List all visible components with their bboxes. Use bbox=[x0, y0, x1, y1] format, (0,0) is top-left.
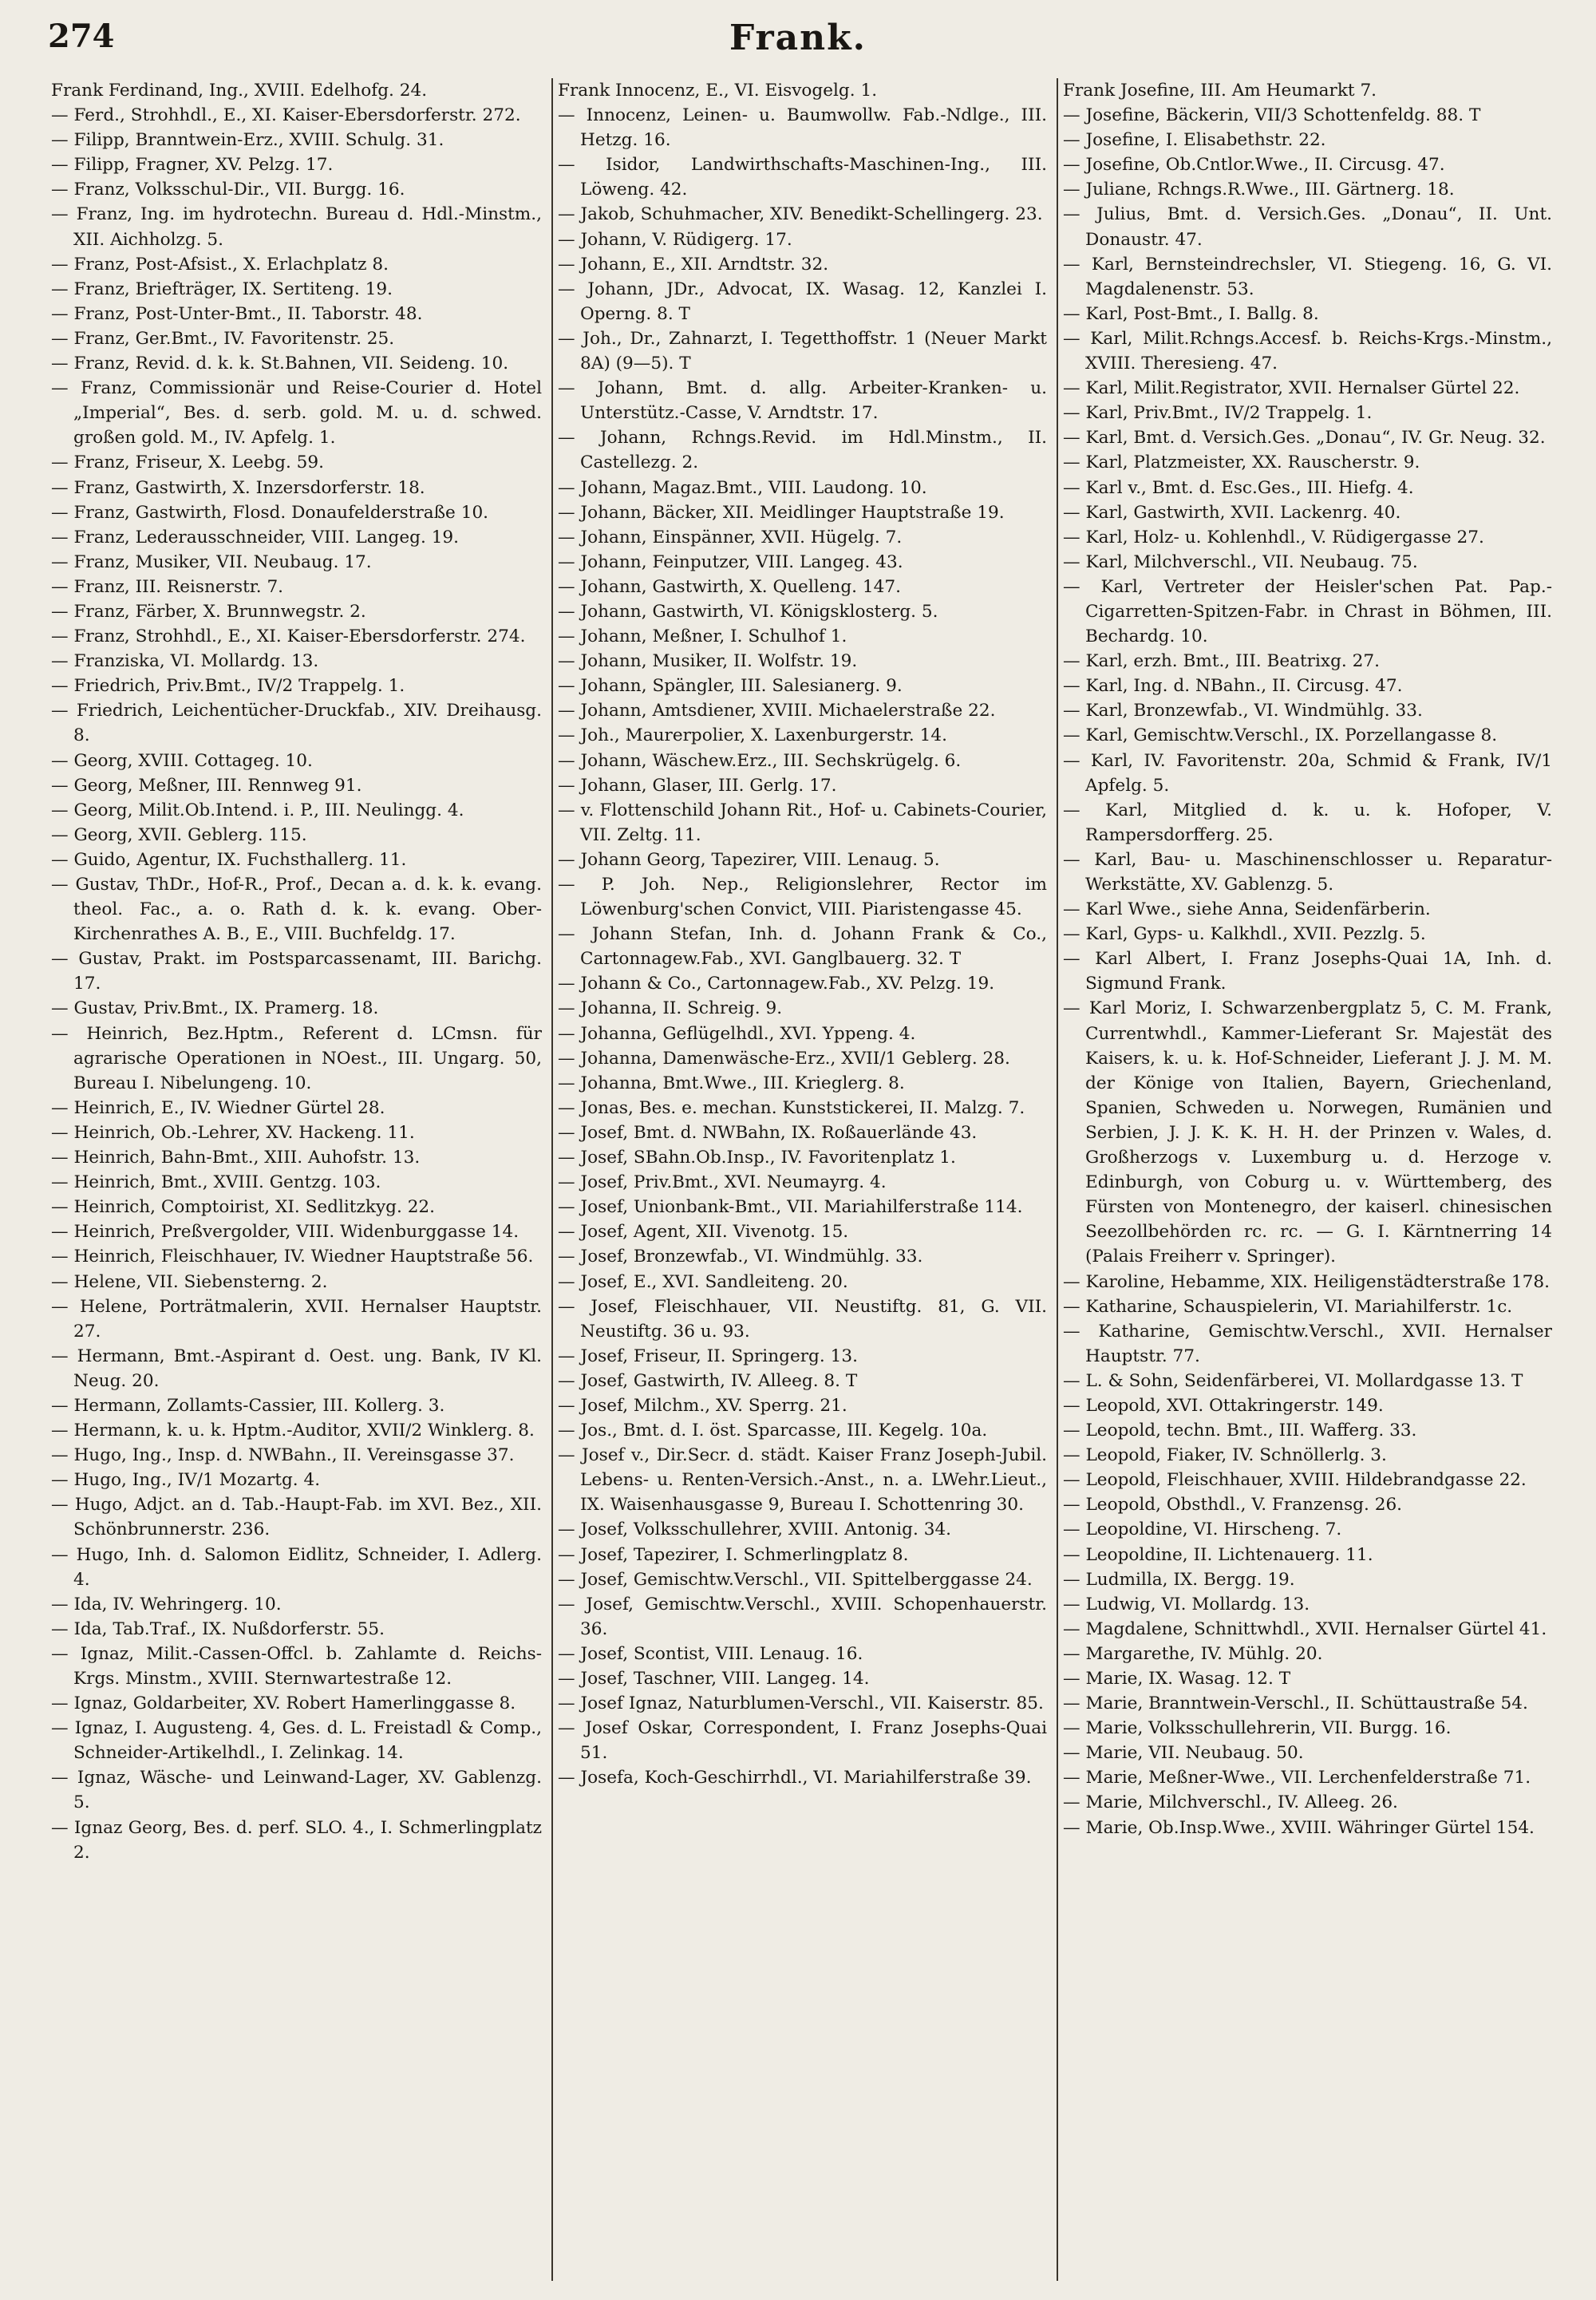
directory-entry: Frank Josefine, III. Am Heumarkt 7. bbox=[1063, 81, 1377, 101]
directory-entry: — Karl, Holz- u. Kohlenhdl., V. Rüdigergasse 27. bbox=[1063, 527, 1484, 547]
directory-entry: — Josef, Fleischhauer, VII. Neustiftg. 81, G. VII. Neustiftg. 36 u. 93. bbox=[558, 1296, 1047, 1342]
directory-entry: — Josef, Bronzewfab., VI. Windmühlg. 33. bbox=[558, 1247, 923, 1267]
directory-entry: — Ludwig, VI. Mollardg. 13. bbox=[1063, 1594, 1310, 1614]
directory-entry: — Georg, XVII. Geblerg. 115. bbox=[51, 824, 307, 845]
directory-entry: — Ludmilla, IX. Bergg. 19. bbox=[1063, 1569, 1295, 1590]
directory-entry: — Johann, Meßner, I. Schulhof 1. bbox=[558, 626, 847, 647]
directory-entry: — Karl, erzh. Bmt., III. Beatrixg. 27. bbox=[1063, 651, 1380, 672]
directory-entry: — Marie, Milchverschl., IV. Alleeg. 26. bbox=[1063, 1792, 1398, 1813]
directory-entry: — Josef, Bmt. d. NWBahn, IX. Roßauerlände 43. bbox=[558, 1122, 978, 1143]
directory-entry: — Joh., Dr., Zahnarzt, I. Tegetthoffstr. 1 (Neuer Markt 8A) (9—5). T bbox=[558, 328, 1047, 374]
directory-entry: — Franz, Ger.Bmt., IV. Favoritenstr. 25. bbox=[51, 328, 395, 349]
directory-entry: — Ignaz, I. Augusteng. 4, Ges. d. L. Freistadl & Comp., Schneider-Artikelhdl., I. Zelinkag. 14. bbox=[51, 1718, 542, 1764]
directory-entry: — Heinrich, Bez.Hptm., Referent d. LCmsn. für agrarische Operationen in NOest., III. Ungarg. 50, Bureau I. Nibelungeng. 10. bbox=[51, 1023, 542, 1093]
directory-entry: — Heinrich, E., IV. Wiedner Gürtel 28. bbox=[51, 1097, 385, 1118]
directory-entry: — Josef, E., XVI. Sandleiteng. 20. bbox=[558, 1271, 848, 1292]
directory-entry: — Karl Albert, I. Franz Josephs-Quai 1A, Inh. d. Sigmund Frank. bbox=[1063, 949, 1552, 994]
directory-entry: — Jos., Bmt. d. I. öst. Sparcasse, III. Kegelg. 10a. bbox=[558, 1421, 988, 1441]
directory-entry: — Helene, Porträtmalerin, XVII. Hernalser Hauptstr. 27. bbox=[51, 1296, 542, 1342]
directory-entry: — Georg, Milit.Ob.Intend. i. P., III. Neulingg. 4. bbox=[51, 800, 464, 820]
directory-entry: — Marie, IX. Wasag. 12. T bbox=[1063, 1669, 1291, 1689]
directory-entry: — Filipp, Branntwein-Erz., XVIII. Schulg. 31. bbox=[51, 130, 444, 151]
directory-entry: — Ignaz, Milit.-Cassen-Offcl. b. Zahlamte d. Reichs-Krgs. Minstm., XVIII. Sternwartestraße 12. bbox=[51, 1643, 542, 1689]
directory-entry: — Johann, Spängler, III. Salesianerg. 9. bbox=[558, 676, 903, 697]
directory-entry: — Karl, Bronzewfab., VI. Windmühlg. 33. bbox=[1063, 701, 1423, 721]
directory-entry: — Karl, Gastwirth, XVII. Lackenrg. 40. bbox=[1063, 502, 1401, 523]
directory-entry: — Guido, Agentur, IX. Fuchsthallerg. 11. bbox=[51, 849, 407, 870]
directory-entry: — Johann, Feinputzer, VIII. Langeg. 43. bbox=[558, 551, 903, 572]
directory-entry: — Josefine, Ob.Cntlor.Wwe., II. Circusg. 47. bbox=[1063, 155, 1445, 176]
directory-entry: — Josef, Tapezirer, I. Schmerlingplatz 8. bbox=[558, 1544, 909, 1565]
column-middle bbox=[551, 78, 1057, 2281]
directory-entry: — Karl, Ing. d. NBahn., II. Circusg. 47. bbox=[1063, 676, 1403, 697]
directory-entry: — Heinrich, Ob.-Lehrer, XV. Hackeng. 11. bbox=[51, 1122, 415, 1143]
directory-entry: — Franz, Gastwirth, X. Inzersdorferstr. 18. bbox=[51, 477, 425, 498]
directory-entry: — Karl, IV. Favoritenstr. 20a, Schmid & Frank, IV/1 Apfelg. 5. bbox=[1063, 750, 1552, 796]
directory-entry: — Leopold, Fiaker, IV. Schnöllerlg. 3. bbox=[1063, 1445, 1387, 1466]
directory-entry: — Johann, Amtsdiener, XVIII. Michaelerstraße 22. bbox=[558, 701, 996, 721]
directory-entry: — Johanna, Geflügelhdl., XVI. Yppeng. 4. bbox=[558, 1023, 916, 1044]
directory-entry: — Franz, III. Reisnerstr. 7. bbox=[51, 576, 284, 597]
directory-entry: — Franz, Volksschul-Dir., VII. Burgg. 16. bbox=[51, 180, 405, 200]
directory-entry: — Gustav, ThDr., Hof-R., Prof., Decan a. d. k. k. evang. theol. Fac., a. o. Rath d. k. k. evang. Ober-Kirchenrathes A. B., E., VIII. Buchfeldg. 17. bbox=[51, 875, 542, 945]
directory-entry: Frank Innocenz, E., VI. Eisvogelg. 1. bbox=[558, 81, 878, 101]
directory-entry: — Johann, Rchngs.Revid. im Hdl.Minstm., II. Castellezg. 2. bbox=[558, 428, 1047, 473]
directory-entry: — Karl, Vertreter der Heisler'schen Pat. Pap.-Cigarretten-Spitzen-Fabr. in Chrast in Böhmen, III. Bechardg. 10. bbox=[1063, 576, 1552, 647]
directory-entry: — P. Joh. Nep., Religionslehrer, Rector im Löwenburg'schen Convict, VIII. Piaristengasse 45. bbox=[558, 875, 1047, 920]
directory-entry: — Heinrich, Fleischhauer, IV. Wiedner Hauptstraße 56. bbox=[51, 1247, 534, 1267]
directory-entry: — Johann, Magaz.Bmt., VIII. Laudong. 10. bbox=[558, 477, 927, 498]
directory-entry: — Johann, Bmt. d. allg. Arbeiter-Kranken- u. Unterstütz.-Casse, V. Arndtstr. 17. bbox=[558, 378, 1047, 424]
directory-entry: — Hugo, Ing., IV/1 Mozartg. 4. bbox=[51, 1470, 321, 1491]
directory-entry: — Ida, Tab.Traf., IX. Nußdorferstr. 55. bbox=[51, 1618, 385, 1639]
directory-entry: — Josef v., Dir.Secr. d. städt. Kaiser Franz Joseph-Jubil. Lebens- u. Renten-Versich.-Anst., n. a. LWehr.Lieut., IX. Waisenhausgasse 9, Bureau I. Schottenring 30. bbox=[558, 1445, 1047, 1516]
directory-entry: — Ferd., Strohhdl., E., XI. Kaiser-Ebersdorferstr. 272. bbox=[51, 105, 521, 126]
directory-entry: — Johann, V. Rüdigerg. 17. bbox=[558, 229, 792, 250]
directory-entry: — Johann, Gastwirth, X. Quelleng. 147. bbox=[558, 576, 901, 597]
directory-entry: — Magdalene, Schnittwhdl., XVII. Hernalser Gürtel 41. bbox=[1063, 1618, 1547, 1639]
directory-entry: — Hugo, Ing., Insp. d. NWBahn., II. Vereinsgasse 37. bbox=[51, 1445, 515, 1466]
directory-entry: — Heinrich, Bahn-Bmt., XIII. Auhofstr. 13. bbox=[51, 1148, 421, 1168]
directory-entry: — Karl, Bernsteindrechsler, VI. Stiegeng. 16, G. VI. Magdalenenstr. 53. bbox=[1063, 254, 1552, 299]
directory-entry: — Friedrich, Leichentücher-Druckfab., XIV. Dreihausg. 8. bbox=[51, 701, 542, 746]
directory-entry: — Karl, Post-Bmt., I. Ballg. 8. bbox=[1063, 303, 1319, 324]
directory-entry: — Heinrich, Comptoirist, XI. Sedlitzkyg. 22. bbox=[51, 1197, 436, 1218]
directory-entry: — Helene, VII. Siebensterng. 2. bbox=[51, 1271, 328, 1292]
directory-entry: — Johanna, II. Schreig. 9. bbox=[558, 998, 783, 1019]
directory-entry: — Franz, Commissionär und Reise-Courier d. Hotel „Imperial“, Bes. d. serb. gold. M. u. d. schwed. großen gold. M., IV. Apfelg. 1. bbox=[51, 378, 542, 449]
directory-entry: — Franz, Post-Unter-Bmt., II. Taborstr. 48. bbox=[51, 303, 423, 324]
page-number: 274 bbox=[48, 18, 115, 55]
directory-entry: — Karl, Gemischtw.Verschl., IX. Porzellangasse 8. bbox=[1063, 725, 1498, 746]
directory-entry: — Karl, Milit.Rchngs.Accesf. b. Reichs-Krgs.-Minstm., XVIII. Theresieng. 47. bbox=[1063, 328, 1552, 374]
directory-entry: — Johann, Bäcker, XII. Meidlinger Hauptstraße 19. bbox=[558, 502, 1005, 523]
directory-entry: — Franz, Post-Afsist., X. Erlachplatz 8. bbox=[51, 254, 389, 275]
directory-entry: — Hugo, Adjct. an d. Tab.-Haupt-Fab. im XVI. Bez., XII. Schönbrunnerstr. 236. bbox=[51, 1495, 542, 1540]
directory-entry: — Josef, Gemischtw.Verschl., VII. Spittelberggasse 24. bbox=[558, 1569, 1033, 1590]
directory-entry: — Josef, Gemischtw.Verschl., XVIII. Schopenhauerstr. 36. bbox=[558, 1594, 1047, 1639]
directory-entry: — Karl, Gyps- u. Kalkhdl., XVII. Pezzlg. 5. bbox=[1063, 924, 1426, 945]
directory-entry: — Jakob, Schuhmacher, XIV. Benedikt-Schellingerg. 23. bbox=[558, 204, 1043, 225]
directory-entry: — Johann & Co., Cartonnagew.Fab., XV. Pelzg. 19. bbox=[558, 974, 995, 994]
directory-entry: — Heinrich, Preßvergolder, VIII. Widenburggasse 14. bbox=[51, 1222, 519, 1243]
directory-entry: — Ignaz, Goldarbeiter, XV. Robert Hamerlinggasse 8. bbox=[51, 1693, 516, 1714]
directory-entry: — Marie, Branntwein-Verschl., II. Schüttaustraße 54. bbox=[1063, 1693, 1528, 1714]
directory-entry: — Josef, Taschner, VIII. Langeg. 14. bbox=[558, 1669, 870, 1689]
directory-entry: — Josef, Friseur, II. Springerg. 13. bbox=[558, 1346, 858, 1366]
directory-entry: — Karl v., Bmt. d. Esc.Ges., III. Hiefg. 4. bbox=[1063, 477, 1414, 498]
directory-entry: — Johann, Glaser, III. Gerlg. 17. bbox=[558, 775, 837, 796]
directory-entry: — Johann, JDr., Advocat, IX. Wasag. 12, Kanzlei I. Operng. 8. T bbox=[558, 279, 1047, 324]
directory-entry: — Franz, Revid. d. k. k. St.Bahnen, VII. Seideng. 10. bbox=[51, 354, 509, 374]
directory-entry: — Innocenz, Leinen- u. Baumwollw. Fab.-Ndlge., III. Hetzg. 16. bbox=[558, 105, 1047, 151]
directory-entry: — Franz, Gastwirth, Flosd. Donaufelderstraße 10. bbox=[51, 502, 489, 523]
directory-entry: — Hugo, Inh. d. Salomon Eidlitz, Schneider, I. Adlerg. 4. bbox=[51, 1544, 542, 1590]
directory-entry: — Josef Ignaz, Naturblumen-Verschl., VII. Kaiserstr. 85. bbox=[558, 1693, 1044, 1714]
page-header bbox=[48, 18, 1548, 65]
directory-entry: — Josefine, Bäckerin, VII/3 Schottenfeldg. 88. T bbox=[1063, 105, 1481, 126]
directory-entry: — Julius, Bmt. d. Versich.Ges. „Donau“, II. Unt. Donaustr. 47. bbox=[1063, 204, 1552, 250]
directory-entry: — Franz, Musiker, VII. Neubaug. 17. bbox=[51, 551, 372, 572]
directory-entry: — Franz, Färber, X. Brunnwegstr. 2. bbox=[51, 601, 366, 622]
directory-entry: — Josef, SBahn.Ob.Insp., IV. Favoritenplatz 1. bbox=[558, 1148, 956, 1168]
directory-entry: — Josef, Volksschullehrer, XVIII. Antonig. 34. bbox=[558, 1520, 952, 1540]
directory-entry: — Marie, Ob.Insp.Wwe., XVIII. Währinger Gürtel 154. bbox=[1063, 1817, 1535, 1838]
directory-entry: — Johann, E., XII. Arndtstr. 32. bbox=[558, 254, 829, 275]
directory-entry: — Isidor, Landwirthschafts-Maschinen-Ing., III. Löweng. 42. bbox=[558, 155, 1047, 200]
directory-entry: — Katharine, Gemischtw.Verschl., XVII. Hernalser Hauptstr. 77. bbox=[1063, 1321, 1552, 1366]
directory-entry: — Filipp, Fragner, XV. Pelzg. 17. bbox=[51, 155, 334, 176]
directory-entry: — Johann, Einspänner, XVII. Hügelg. 7. bbox=[558, 527, 903, 547]
directory-entry: — Ignaz Georg, Bes. d. perf. SLO. 4., I. Schmerlingplatz 2. bbox=[51, 1817, 542, 1863]
directory-entry: — Karl, Bau- u. Maschinenschlosser u. Reparatur-Werkstätte, XV. Gablenzg. 5. bbox=[1063, 849, 1552, 895]
directory-entry: — Karl Moriz, I. Schwarzenbergplatz 5, C. M. Frank, Currentwhdl., Kammer-Lieferant Sr. Majestät des Kaisers, k. u. k. Hof-Schneider, Lieferant J. J. M. M. der Könige von Italien, Bayern, Griechenland, Spanien, Schweden u. Norwegen, Rumänien und Serbien, J. J. K. K. H. H. der Prinzen v. Wales, d. Großherzogs v. Luxemburg u. d. Herzoge v. Edinburgh, von Coburg u. v. Württemberg, des Fürsten von Montenegro, der kaiserl. chinesischen Seezollbehörden rc. rc. — G. I. Kärntnerring 14 (Palais Freiherr v. Springer). bbox=[1063, 998, 1552, 1267]
directory-entry: — Karl, Milchverschl., VII. Neubaug. 75. bbox=[1063, 551, 1418, 572]
directory-entry: — Johanna, Bmt.Wwe., III. Krieglerg. 8. bbox=[558, 1073, 905, 1093]
entry-columns bbox=[46, 78, 1562, 2281]
directory-entry: — Marie, Volksschullehrerin, VII. Burgg. 16. bbox=[1063, 1718, 1452, 1739]
directory-entry: — Karl, Milit.Registrator, XVII. Hernalser Gürtel 22. bbox=[1063, 378, 1520, 399]
directory-entry: — Josef Oskar, Correspondent, I. Franz Josephs-Quai 51. bbox=[558, 1718, 1047, 1764]
directory-entry: — L. & Sohn, Seidenfärberei, VI. Mollardgasse 13. T bbox=[1063, 1370, 1523, 1391]
directory-entry: — Hermann, Bmt.-Aspirant d. Oest. ung. Bank, IV Kl. Neug. 20. bbox=[51, 1346, 542, 1391]
directory-entry: — Katharine, Schauspielerin, VI. Mariahilferstr. 1c. bbox=[1063, 1296, 1513, 1317]
directory-entry: — Johann Stefan, Inh. d. Johann Frank & Co., Cartonnagew.Fab., XVI. Ganglbauerg. 32. T bbox=[558, 924, 1047, 970]
directory-entry: — Karl, Mitglied d. k. u. k. Hofoper, V. Rampersdorfferg. 25. bbox=[1063, 800, 1552, 845]
directory-entry: — Josef, Milchm., XV. Sperrg. 21. bbox=[558, 1395, 847, 1416]
directory-entry: — Franziska, VI. Mollardg. 13. bbox=[51, 651, 319, 672]
directory-entry: — Friedrich, Priv.Bmt., IV/2 Trappelg. 1. bbox=[51, 676, 405, 697]
column-left bbox=[46, 78, 551, 2281]
directory-entry: — Margarethe, IV. Mühlg. 20. bbox=[1063, 1643, 1323, 1664]
directory-entry: — Franz, Ing. im hydrotechn. Bureau d. Hdl.-Minstm., XII. Aichholzg. 5. bbox=[51, 204, 542, 250]
directory-entry: — Karl Wwe., siehe Anna, Seidenfärberin. bbox=[1063, 899, 1431, 920]
directory-entry: — Jonas, Bes. e. mechan. Kunststickerei, II. Malzg. 7. bbox=[558, 1097, 1025, 1118]
directory-entry: — Franz, Briefträger, IX. Sertiteng. 19. bbox=[51, 279, 393, 299]
directory-entry: — Franz, Lederausschneider, VIII. Langeg. 19. bbox=[51, 527, 460, 547]
directory-entry: — Karl, Priv.Bmt., IV/2 Trappelg. 1. bbox=[1063, 403, 1373, 424]
directory-entry: — Hermann, Zollamts-Cassier, III. Kollerg. 3. bbox=[51, 1395, 445, 1416]
directory-entry: — Josef, Priv.Bmt., XVI. Neumayrg. 4. bbox=[558, 1172, 887, 1193]
directory-entry: — Leopold, Obsthdl., V. Franzensg. 26. bbox=[1063, 1495, 1403, 1516]
directory-entry: — Georg, Meßner, III. Rennweg 91. bbox=[51, 775, 362, 796]
directory-entry: — Johann, Wäschew.Erz., III. Sechskrügelg. 6. bbox=[558, 750, 962, 771]
directory-entry: — Karl, Platzmeister, XX. Rauscherstr. 9. bbox=[1063, 452, 1420, 473]
directory-entry: — Josefine, I. Elisabethstr. 22. bbox=[1063, 130, 1326, 151]
directory-entry: — Georg, XVIII. Cottageg. 10. bbox=[51, 750, 313, 771]
directory-entry: — Karoline, Hebamme, XIX. Heiligenstädterstraße 178. bbox=[1063, 1271, 1550, 1292]
directory-entry: — Gustav, Prakt. im Postsparcassenamt, III. Barichg. 17. bbox=[51, 949, 542, 994]
directory-entry: — Juliane, Rchngs.R.Wwe., III. Gärtnerg. 18. bbox=[1063, 180, 1455, 200]
directory-entry: — Johann, Musiker, II. Wolfstr. 19. bbox=[558, 651, 858, 672]
directory-entry: — Hermann, k. u. k. Hptm.-Auditor, XVII/2 Winklerg. 8. bbox=[51, 1421, 535, 1441]
directory-entry: — Ignaz, Wäsche- und Leinwand-Lager, XV. Gablenzg. 5. bbox=[51, 1768, 542, 1813]
directory-entry: — Leopoldine, VI. Hirscheng. 7. bbox=[1063, 1520, 1342, 1540]
directory-entry: — Ida, IV. Wehringerg. 10. bbox=[51, 1594, 282, 1614]
directory-entry: — Leopoldine, II. Lichtenauerg. 11. bbox=[1063, 1544, 1373, 1565]
directory-entry: — Josef, Scontist, VIII. Lenaug. 16. bbox=[558, 1643, 863, 1664]
directory-entry: — Leopold, techn. Bmt., III. Wafferg. 33. bbox=[1063, 1421, 1417, 1441]
running-head: Frank. bbox=[729, 18, 867, 58]
directory-entry: — Marie, Meßner-Wwe., VII. Lerchenfelderstraße 71. bbox=[1063, 1768, 1531, 1788]
directory-entry: — Josef, Unionbank-Bmt., VII. Mariahilferstraße 114. bbox=[558, 1197, 1023, 1218]
directory-entry: — Karl, Bmt. d. Versich.Ges. „Donau“, IV. Gr. Neug. 32. bbox=[1063, 428, 1546, 449]
directory-entry: — Josef, Agent, XII. Vivenotg. 15. bbox=[558, 1222, 849, 1243]
directory-entry: — Josefa, Koch-Geschirrhdl., VI. Mariahilferstraße 39. bbox=[558, 1768, 1032, 1788]
directory-entry: — Franz, Strohhdl., E., XI. Kaiser-Ebersdorferstr. 274. bbox=[51, 626, 526, 647]
column-right bbox=[1057, 78, 1562, 2281]
directory-entry: — Franz, Friseur, X. Leebg. 59. bbox=[51, 452, 325, 473]
directory-entry: — Joh., Maurerpolier, X. Laxenburgerstr. 14. bbox=[558, 725, 947, 746]
directory-entry: Frank Ferdinand, Ing., XVIII. Edelhofg. 24. bbox=[51, 81, 428, 101]
directory-entry: — Johann Georg, Tapezirer, VIII. Lenaug. 5. bbox=[558, 849, 940, 870]
directory-entry: — Leopold, XVI. Ottakringerstr. 149. bbox=[1063, 1395, 1384, 1416]
directory-entry: — v. Flottenschild Johann Rit., Hof- u. Cabinets-Courier, VII. Zeltg. 11. bbox=[558, 800, 1047, 845]
directory-entry: — Heinrich, Bmt., XVIII. Gentzg. 103. bbox=[51, 1172, 381, 1193]
directory-entry: — Johanna, Damenwäsche-Erz., XVII/1 Geblerg. 28. bbox=[558, 1048, 1010, 1069]
directory-entry: — Gustav, Priv.Bmt., IX. Pramerg. 18. bbox=[51, 998, 379, 1019]
directory-entry: — Josef, Gastwirth, IV. Alleeg. 8. T bbox=[558, 1370, 858, 1391]
directory-entry: — Johann, Gastwirth, VI. Königsklosterg. 5. bbox=[558, 601, 938, 622]
directory-entry: — Marie, VII. Neubaug. 50. bbox=[1063, 1743, 1304, 1764]
directory-entry: — Leopold, Fleischhauer, XVIII. Hildebrandgasse 22. bbox=[1063, 1470, 1527, 1491]
